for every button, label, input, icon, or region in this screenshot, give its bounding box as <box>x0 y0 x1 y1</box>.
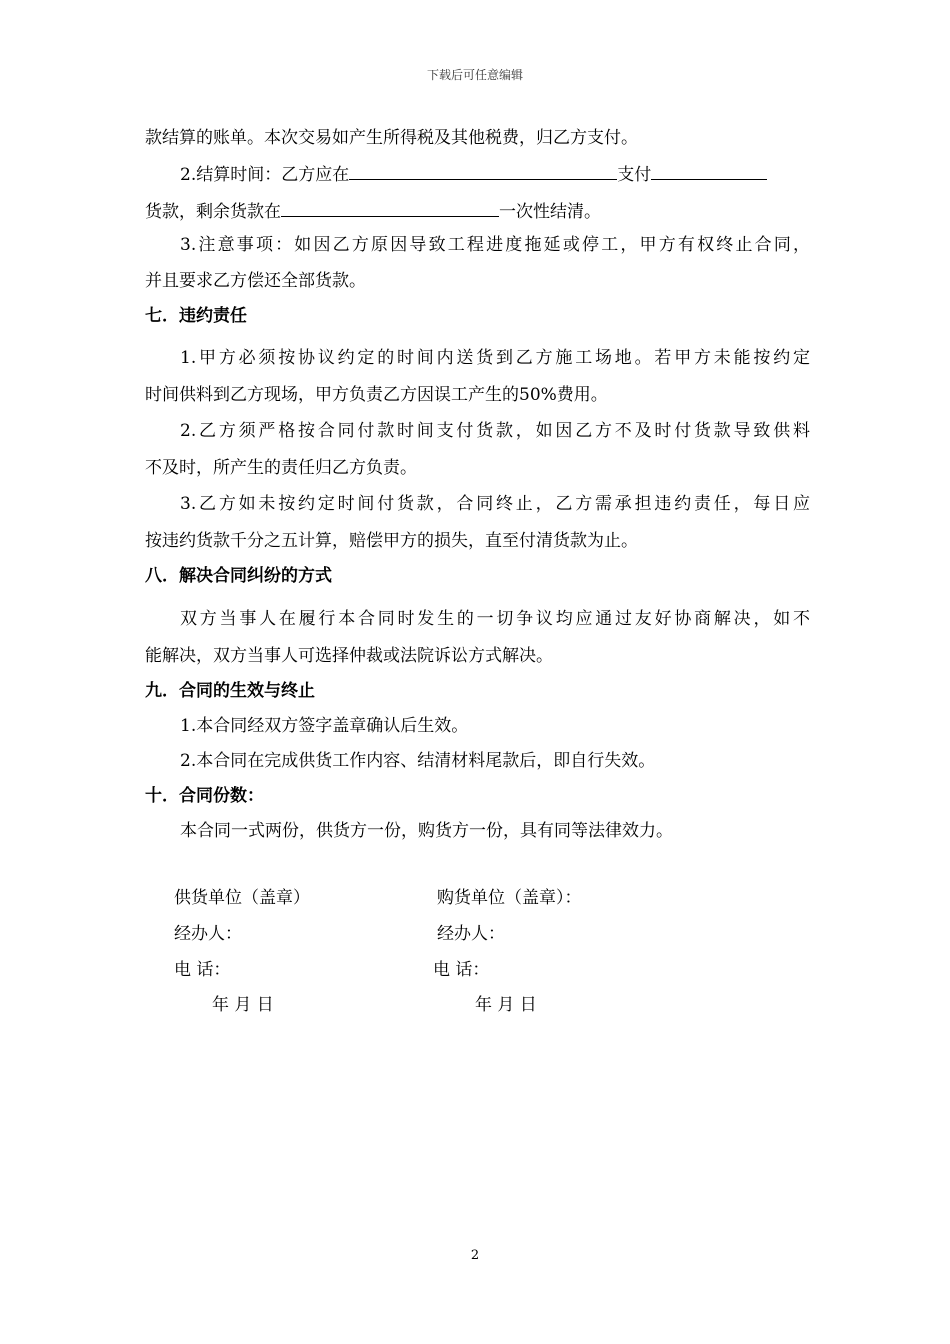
paragraph-line: 并且要求乙方偿还全部货款。 <box>145 271 366 291</box>
buyer-date-label: 年 月 日 <box>475 995 537 1015</box>
section-heading: 七．违约责任 <box>145 306 247 326</box>
supplier-agent-label: 经办人： <box>174 924 242 944</box>
paragraph-line: 3.注意事项：如因乙方原因导致工程进度拖延或停工，甲方有权终止合同， <box>180 235 810 255</box>
section-heading: 八．解决合同纠纷的方式 <box>145 566 332 586</box>
paragraph-line: 能解决，双方当事人可选择仲裁或法院诉讼方式解决。 <box>145 646 553 666</box>
paragraph-line: 不及时，所产生的责任归乙方负责。 <box>145 458 417 478</box>
paragraph-line: 3.乙方如未按约定时间付货款，合同终止，乙方需承担违约责任，每日应 <box>180 494 810 514</box>
paragraph-line: 1.本合同经双方签字盖章确认后生效。 <box>180 716 469 736</box>
supplier-unit-label: 供货单位（盖章） <box>174 888 310 908</box>
paragraph-line: 2.本合同在完成供货工作内容、结清材料尾款后，即自行失效。 <box>180 751 656 771</box>
buyer-agent-label: 经办人： <box>437 924 505 944</box>
paragraph-line: 时间供料到乙方现场，甲方负责乙方因误工产生的50%费用。 <box>145 385 608 405</box>
remaining-payment-line <box>145 198 810 224</box>
section-heading: 九．合同的生效与终止 <box>145 681 315 701</box>
paragraph-line: 2.乙方须严格按合同付款时间支付货款，如因乙方不及时付货款导致供料 <box>180 421 810 441</box>
blank-line <box>349 161 617 180</box>
pay-label: 支付 <box>617 165 652 185</box>
buyer-phone-label: 电 话： <box>433 960 490 980</box>
settle-label: 一次性结清。 <box>499 202 601 222</box>
settlement-time-line <box>180 161 810 187</box>
paragraph-line: 1.甲方必须按协议约定的时间内送货到乙方施工场地。若甲方未能按约定 <box>180 348 810 368</box>
remaining-label: 货款，剩余货款在 <box>145 202 281 222</box>
settlement-time-label: 2.结算时间：乙方应在 <box>180 165 350 185</box>
blank-line <box>281 198 499 217</box>
paragraph-line: 双方当事人在履行本合同时发生的一切争议均应通过友好协商解决，如不 <box>180 609 810 629</box>
paragraph-line: 本合同一式两份，供货方一份，购货方一份，具有同等法律效力。 <box>180 821 673 841</box>
supplier-phone-label: 电 话： <box>174 960 231 980</box>
buyer-unit-label: 购货单位（盖章）： <box>437 888 582 908</box>
page-number: 2 <box>470 1248 480 1263</box>
section-heading: 十．合同份数： <box>145 786 264 806</box>
page-header: 下载后可任意编辑 <box>426 68 523 82</box>
blank-line <box>651 161 767 180</box>
paragraph-line: 款结算的账单。本次交易如产生所得税及其他税费，归乙方支付。 <box>145 128 638 148</box>
supplier-date-label: 年 月 日 <box>212 995 274 1015</box>
paragraph-line: 按违约货款千分之五计算，赔偿甲方的损失，直至付清货款为止。 <box>145 531 638 551</box>
